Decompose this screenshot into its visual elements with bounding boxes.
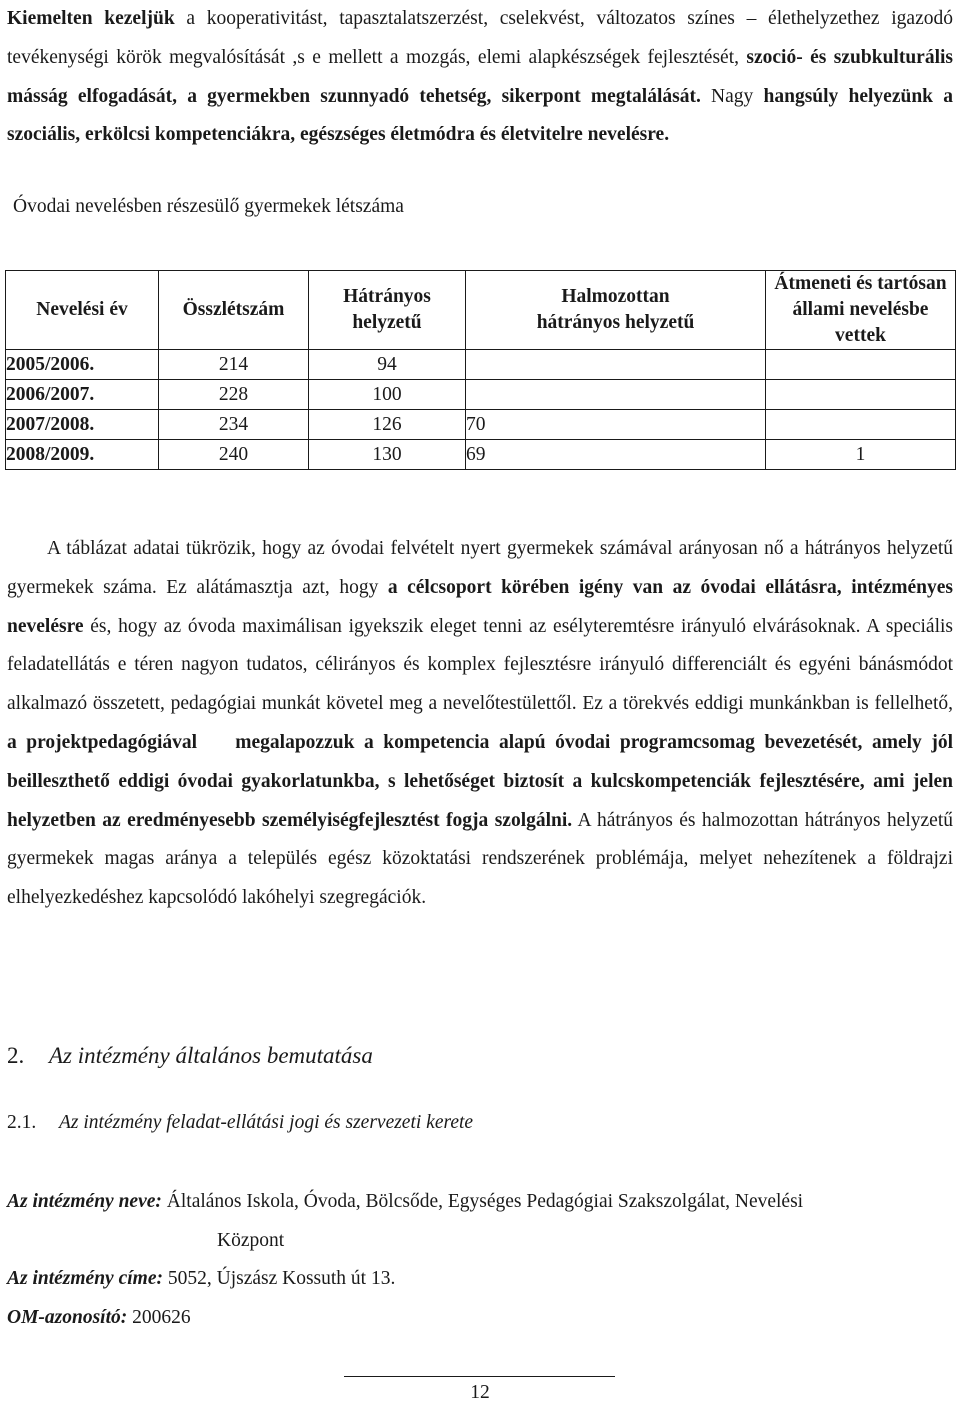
institution-address-label: Az intézmény címe: — [7, 1268, 163, 1289]
page-number: 12 — [470, 1382, 490, 1403]
analysis-bold-2: a projektpedagógiával megalapozzuk a kompetencia alapú óvodai programcsomag bevezetését, amely jól beilleszthető eddigi óvodai gyakorlatunkba, s lehetőséget biztosít a kulcskompetenciák fejlesztésére, ami jelen helyzetben az eredményesebb személyiségfejlesztést fogja szolgálni. — [7, 731, 958, 831]
cell-total: 214 — [159, 350, 309, 380]
cell-total: 234 — [159, 410, 309, 440]
section-2-heading — [7, 1040, 373, 1072]
cell-disadvantaged: 94 — [309, 350, 466, 380]
institution-name-line — [7, 1183, 953, 1221]
cell-disadvantaged: 130 — [309, 440, 466, 470]
institution-om-value: 200626 — [127, 1307, 191, 1328]
cell-multiply-disadvantaged — [466, 380, 766, 410]
table-header-row — [6, 271, 956, 350]
enrollment-table — [5, 270, 956, 470]
table-row — [6, 380, 956, 410]
section-2-title: Az intézmény általános bemutatása — [49, 1043, 373, 1068]
section-2-1-number: 2.1. — [7, 1112, 37, 1133]
footer-divider — [344, 1376, 615, 1377]
analysis-paragraph — [7, 530, 958, 918]
cell-state-care — [766, 380, 956, 410]
analysis-text-2: és, hogy az óvoda maximálisan igyekszik eleget tenni az esélyteremtésre irányuló elvárásoknak. A speciális feladatellátás e téren nagyon tudatos, célirányos és komplex fejlesztésre irányuló differenciált és egyéni bánásmódot alkalmazó összetett, pedagógiai munkát követel meg a nevelőtestülettől. Ez a törekvés eddigi munkánkban is fellelhető, — [7, 615, 953, 715]
intro-paragraph — [7, 0, 953, 155]
section-2-1-title: Az intézmény feladat-ellátási jogi és szervezeti kerete — [59, 1112, 474, 1133]
cell-year: 2005/2006. — [6, 350, 159, 380]
intro-text-2: Nagy — [700, 85, 764, 107]
cell-total: 240 — [159, 440, 309, 470]
institution-name-value: Általános Iskola, Óvoda, Bölcsőde, Egységes Pedagógiai Szakszolgálat, Nevelési — [161, 1191, 804, 1212]
analysis-text-3: A hátrányos és halmozottan hátrányos helyzetű gyermekek magas aránya a település egész közoktatási rendszerének problémája, melyet nehezítenek a földrajzi elhelyezkedéshez kapcsolódó lakóhelyi szegregációk. — [7, 809, 953, 909]
table-caption: Óvodai nevelésben részesülő gyermekek létszáma — [13, 196, 404, 217]
intro-text-1: a kooperativitást, tapasztalatszerzést, cselekvést, változatos színes – élethelyzethez igazodó tevékenységi körök megvalósítását ,s e mellett a mozgás, elemi alapkészségek fejlesztését, — [7, 8, 953, 68]
header-total: Összlétszám — [159, 271, 309, 350]
cell-year: 2007/2008. — [6, 410, 159, 440]
cell-multiply-disadvantaged — [466, 350, 766, 380]
cell-state-care: 1 — [766, 440, 956, 470]
institution-om-label: OM-azonosító: — [7, 1307, 128, 1328]
intro-bold-3: hangsúly helyezünk a szociális, erkölcsi kompetenciákra, egészséges életmódra és életvitelre nevelésre. — [7, 85, 953, 146]
institution-om-line — [7, 1299, 953, 1337]
cell-total: 228 — [159, 380, 309, 410]
intro-bold-2: szoció- és szubkulturális másság elfogadását, a gyermekben szunnyadó tehetség, sikerpont megtalálását. — [7, 46, 953, 107]
intro-bold-1: Kiemelten kezeljük — [7, 8, 175, 29]
cell-multiply-disadvantaged: 69 — [466, 440, 766, 470]
cell-year: 2008/2009. — [6, 440, 159, 470]
table-row — [6, 410, 956, 440]
institution-address-line — [7, 1260, 953, 1298]
header-multiply-disadvantaged: Halmozottan hátrányos helyzetű — [466, 271, 766, 350]
cell-disadvantaged: 100 — [309, 380, 466, 410]
analysis-bold-1: a célcsoport körében igény van az óvodai ellátásra, intézményes nevelésre — [7, 576, 954, 637]
table-row — [6, 440, 956, 470]
header-year: Nevelési év — [6, 271, 159, 350]
analysis-text-1: A táblázat adatai tükrözik, hogy az óvodai felvételt nyert gyermekek számával arányosan nő a hátrányos helyzetű gyermekek száma. Ez alátámasztja azt, hogy — [7, 538, 953, 598]
institution-name-label: Az intézmény neve: — [7, 1191, 162, 1212]
cell-multiply-disadvantaged: 70 — [466, 410, 766, 440]
header-state-care: Átmeneti és tartósan állami nevelésbe vettek — [766, 271, 956, 350]
section-2-1-heading — [7, 1109, 473, 1137]
section-2-number: 2. — [7, 1043, 25, 1068]
institution-name-continuation: Központ — [217, 1230, 285, 1251]
institution-address-value: 5052, Újszász Kossuth út 13. — [162, 1268, 396, 1289]
cell-state-care — [766, 350, 956, 380]
table-row — [6, 350, 956, 380]
cell-state-care — [766, 410, 956, 440]
cell-year: 2006/2007. — [6, 380, 159, 410]
header-disadvantaged: Hátrányos helyzetű — [309, 271, 466, 350]
cell-disadvantaged: 126 — [309, 410, 466, 440]
